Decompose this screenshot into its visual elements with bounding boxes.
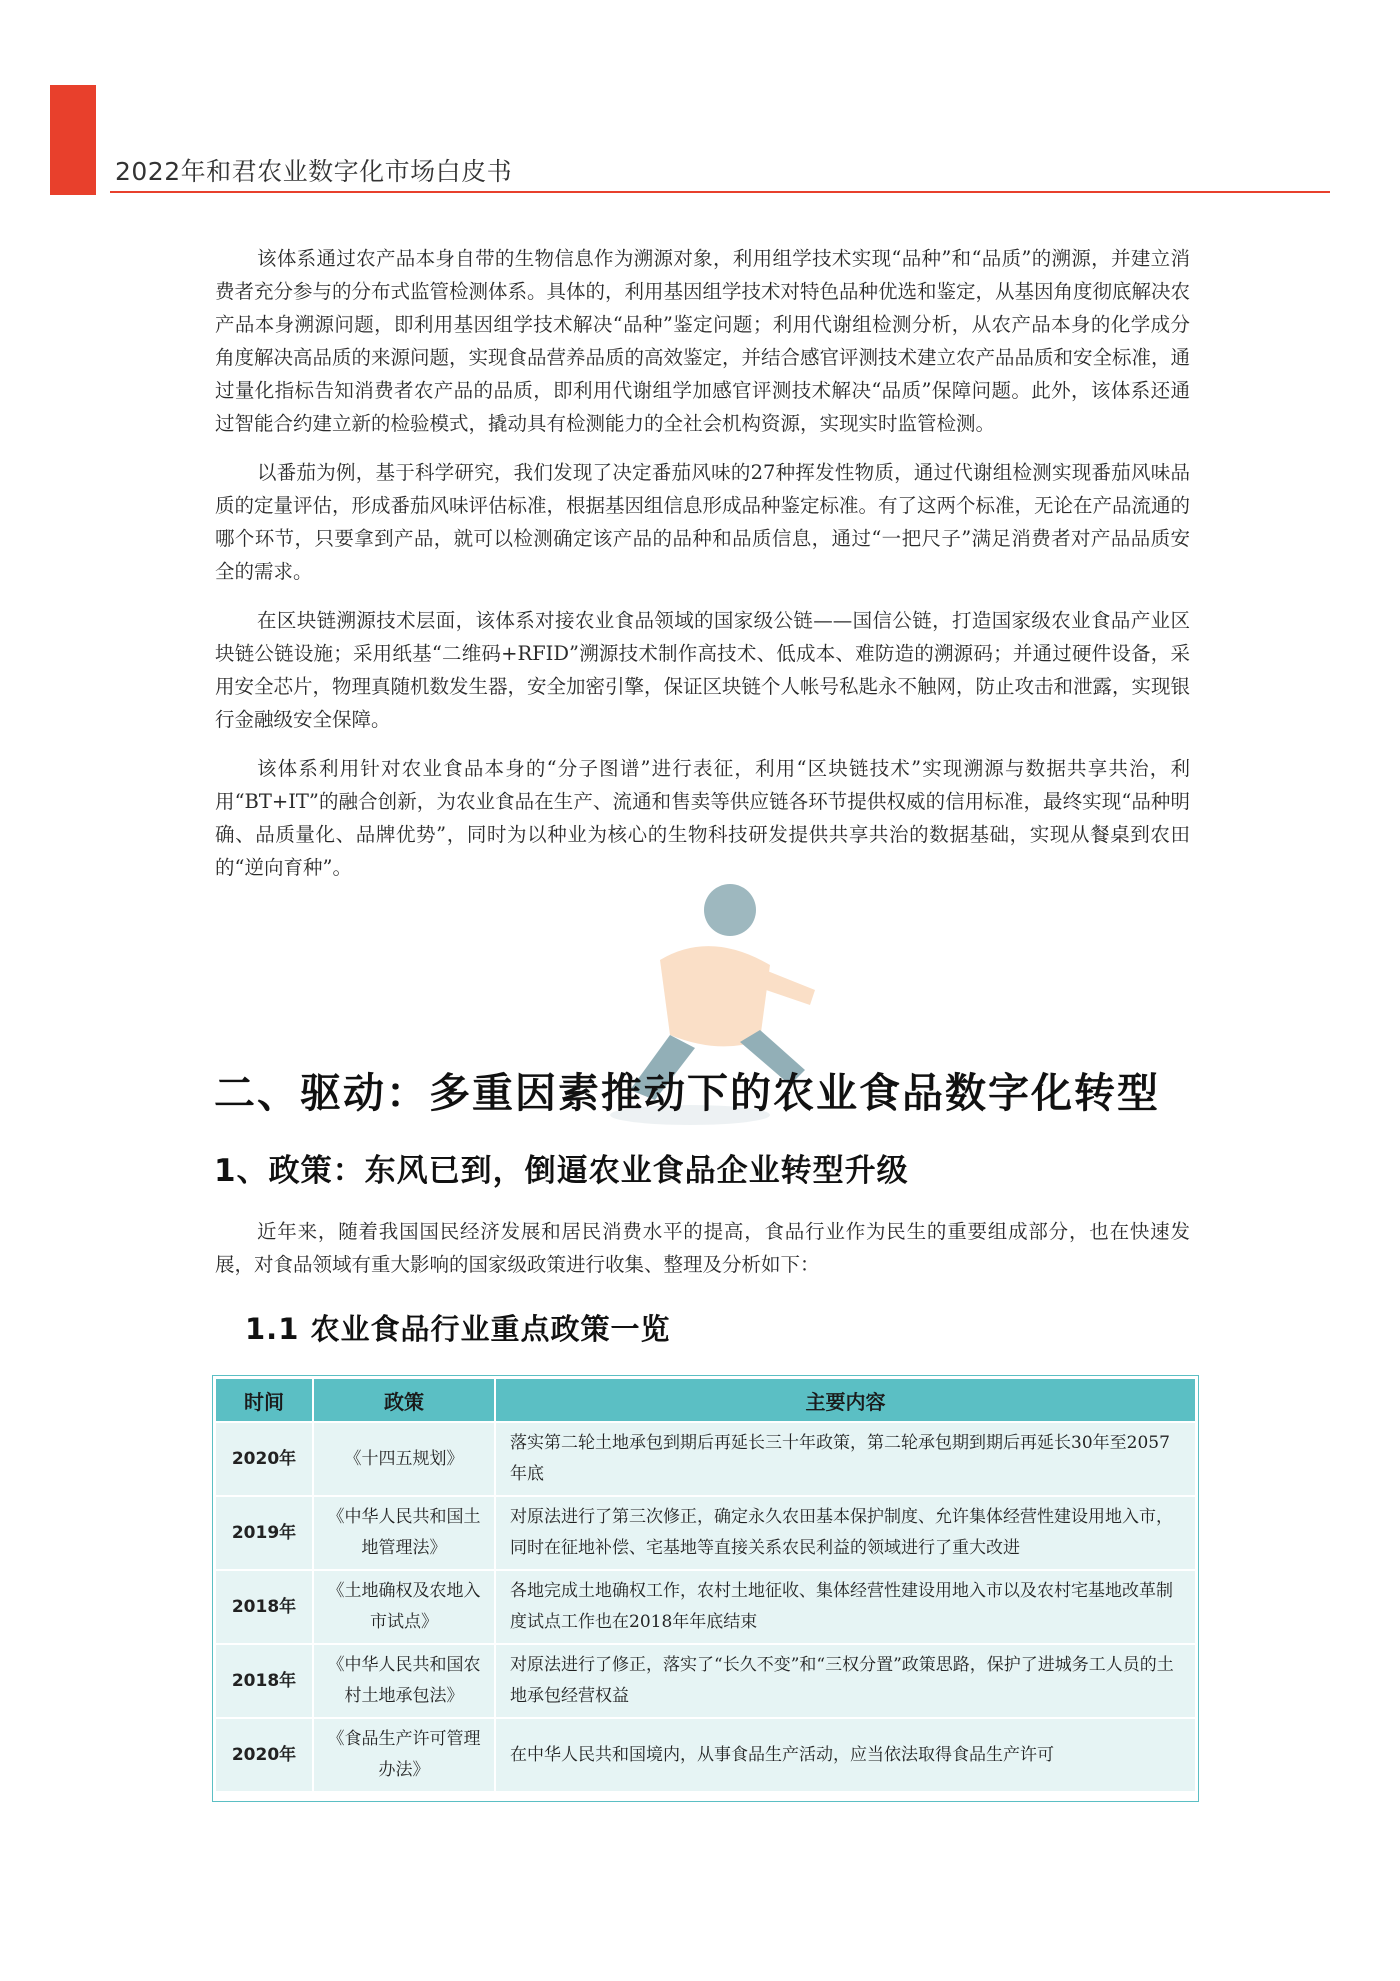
table-row	[215, 1570, 1196, 1644]
cell-policy: 《食品生产许可管理办法》	[313, 1718, 495, 1792]
paragraph: 该体系利用针对农业食品本身的“分子图谱”进行表征，利用“区块链技术”实现溯源与数据共享共治，利用“BT+IT”的融合创新，为农业食品在生产、流通和售卖等供应链各环节提供权威的信用标准，最终实现“品种明确、品质量化、品牌优势”，同时为以种业为核心的生物科技研发提供共享共治的数据基础，实现从餐桌到农田的“逆向育种”。	[215, 757, 1190, 879]
cell-policy: 《中华人民共和国农村土地承包法》	[313, 1644, 495, 1718]
header-divider	[110, 191, 1330, 193]
cell-year: 2018年	[215, 1570, 313, 1644]
section-heading: 二、驱动：多重因素推动下的农业食品数字化转型	[214, 1069, 1160, 1117]
cell-year: 2020年	[215, 1718, 313, 1792]
cell-content: 在中华人民共和国境内，从事食品生产活动，应当依法取得食品生产许可	[495, 1718, 1196, 1792]
table-row	[215, 1644, 1196, 1718]
table-heading: 1.1 农业食品行业重点政策一览	[245, 1312, 671, 1346]
body-section	[215, 242, 1190, 884]
cell-year: 2019年	[215, 1496, 313, 1570]
column-header-time: 时间	[215, 1378, 313, 1422]
table-row	[215, 1422, 1196, 1496]
document-header-title: 2022年和君农业数字化市场白皮书	[115, 157, 513, 186]
cell-policy: 《土地确权及农地入市试点》	[313, 1570, 495, 1644]
column-header-content: 主要内容	[495, 1378, 1196, 1422]
paragraph: 以番茄为例，基于科学研究，我们发现了决定番茄风味的27种挥发性物质，通过代谢组检测实现番茄风味品质的定量评估，形成番茄风味评估标准，根据基因组信息形成品种鉴定标准。有了这两个标准，无论在产品流通的哪个环节，只要拿到产品，就可以检测确定该产品的品种和品质信息，通过“一把尺子”满足消费者对产品品质安全的需求。	[215, 461, 1191, 583]
table-row	[215, 1718, 1196, 1792]
cell-year: 2018年	[215, 1644, 313, 1718]
column-header-policy: 政策	[313, 1378, 495, 1422]
intro-section	[215, 1215, 1190, 1281]
paragraph: 在区块链溯源技术层面，该体系对接农业食品领域的国家级公链——国信公链，打造国家级农业食品产业区块链公链设施；采用纸基“二维码+RFID”溯源技术制作高技术、低成本、难防造的溯源码；并通过硬件设备，采用安全芯片，物理真随机数发生器，安全加密引擎，保证区块链个人帐号私匙永不触网，防止攻击和泄露，实现银行金融级安全保障。	[215, 609, 1191, 731]
table-row	[215, 1496, 1196, 1570]
subsection-heading: 1、政策：东风已到，倒逼农业食品企业转型升级	[214, 1153, 909, 1189]
policy-table	[214, 1377, 1197, 1793]
cell-content: 对原法进行了第三次修正，确定永久农田基本保护制度、允许集体经营性建设用地入市，同时在征地补偿、宅基地等直接关系农民利益的领域进行了重大改进	[495, 1496, 1196, 1570]
table-header-row	[215, 1378, 1196, 1422]
cell-content: 对原法进行了修正，落实了“长久不变”和“三权分置”政策思路，保护了进城务工人员的土地承包经营权益	[495, 1644, 1196, 1718]
cell-policy: 《十四五规划》	[313, 1422, 495, 1496]
intro-paragraph: 近年来，随着我国国民经济发展和居民消费水平的提高，食品行业作为民生的重要组成部分，也在快速发展，对食品领域有重大影响的国家级政策进行收集、整理及分析如下：	[215, 1220, 1190, 1276]
header-accent-bar	[50, 85, 96, 195]
paragraph: 该体系通过农产品本身自带的生物信息作为溯源对象，利用组学技术实现“品种”和“品质”的溯源，并建立消费者充分参与的分布式监管检测体系。具体的，利用基因组学技术对特色品种优选和鉴定，从基因角度彻底解决农产品本身溯源问题，即利用基因组学技术解决“品种”鉴定问题；利用代谢组检测分析，从农产品本身的化学成分角度解决高品质的来源问题，实现食品营养品质的高效鉴定，并结合感官评测技术建立农产品品质和安全标准，通过量化指标告知消费者农产品的品质，即利用代谢组学加感官评测技术解决“品质”保障问题。此外，该体系还通过智能合约建立新的检验模式，撬动具有检测能力的全社会机构资源，实现实时监管检测。	[215, 247, 1191, 435]
cell-content: 落实第二轮土地承包到期后再延长三十年政策，第二轮承包期到期后再延长30年至2057年底	[495, 1422, 1196, 1496]
cell-year: 2020年	[215, 1422, 313, 1496]
cell-content: 各地完成土地确权工作，农村土地征收、集体经营性建设用地入市以及农村宅基地改革制度试点工作也在2018年年底结束	[495, 1570, 1196, 1644]
cell-policy: 《中华人民共和国土地管理法》	[313, 1496, 495, 1570]
